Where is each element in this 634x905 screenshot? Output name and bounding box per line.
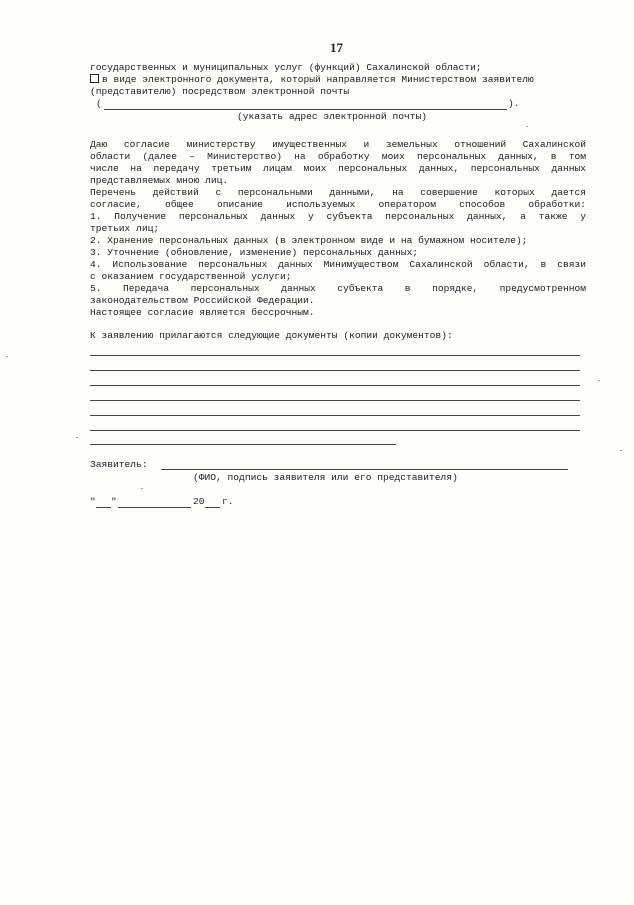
attachment-blank-line[interactable] [90, 444, 396, 445]
consent-line: согласие, общее описание используемых оператором способов обработки: [90, 199, 586, 210]
scan-speck [526, 126, 528, 127]
consent-line: 5. Передача персональных данных субъекта в порядке, предусмотренном [90, 283, 586, 294]
applicant-hint: (ФИО, подпись заявителя или его представителя) [193, 472, 458, 483]
consent-line: с оказанием государственной услуги; [90, 271, 292, 282]
attachment-blank-line[interactable] [90, 385, 580, 386]
attachment-blank-line[interactable] [90, 400, 580, 401]
scan-speck [141, 488, 143, 489]
scan-speck [598, 380, 600, 381]
consent-line: 4. Использование персональных данных Минимуществом Сахалинской области, в связи [90, 259, 586, 270]
date-day-line[interactable] [96, 507, 111, 508]
email-field-line[interactable] [104, 109, 507, 110]
attachment-blank-line[interactable] [90, 415, 580, 416]
consent-line: области (далее – Министерство) на обработку моих персональных данных, в том [90, 151, 586, 162]
top-line-3: (представителю) посредством электронной почты [90, 86, 350, 97]
consent-line: 2. Хранение персональных данных (в электронном виде и на бумажном носителе); [90, 235, 528, 246]
applicant-label: Заявитель: [90, 459, 148, 470]
date-quote-close: " [111, 496, 117, 507]
consent-line: третьих лиц; [90, 223, 160, 234]
page-number: 17 [330, 40, 343, 55]
applicant-signature-line[interactable] [161, 469, 568, 470]
consent-line: Настоящее согласие является бессрочным. [90, 307, 315, 318]
date-month-line[interactable] [118, 507, 191, 508]
consent-line: 1. Получение персональных данных у субъекта персональных данных, а также у [90, 211, 586, 222]
email-close-paren: ). [508, 98, 520, 109]
scan-speck [76, 437, 78, 438]
date-year-prefix: 20 [193, 496, 205, 507]
scan-speck [620, 450, 622, 451]
date-year-suffix: г. [222, 496, 234, 507]
consent-line: Даю согласие министерству имущественных и земельных отношений Сахалинской [90, 139, 586, 150]
email-hint: (указать адрес электронной почты) [237, 111, 427, 122]
date-year-line[interactable] [205, 507, 220, 508]
email-open-paren: ( [96, 98, 102, 109]
checkbox-icon[interactable] [90, 74, 99, 83]
consent-line: законодательством Российской Федерации. [90, 295, 315, 306]
scan-speck [6, 356, 8, 357]
date-quote-open: " [90, 496, 96, 507]
top-line-1: государственных и муниципальных услуг (функций) Сахалинской области; [90, 62, 482, 73]
attachment-blank-line[interactable] [90, 430, 580, 431]
consent-line: числе на передачу третьим лицам моих персональных данных, персональных данных [90, 163, 586, 174]
attachment-blank-line[interactable] [90, 370, 580, 371]
consent-line: представляемых мною лиц. [90, 175, 229, 186]
attachment-blank-line[interactable] [90, 355, 580, 356]
consent-line: Перечень действий с персональными данными, на совершение которых дается [90, 187, 586, 198]
top-line-2-text: в виде электронного документа, который направляется Министерством заявителю [102, 74, 534, 85]
top-line-2 [90, 74, 534, 86]
attachments-label: К заявлению прилагаются следующие документы (копии документов): [90, 330, 453, 341]
consent-line: 3. Уточнение (обновление, изменение) персональных данных; [90, 247, 419, 258]
